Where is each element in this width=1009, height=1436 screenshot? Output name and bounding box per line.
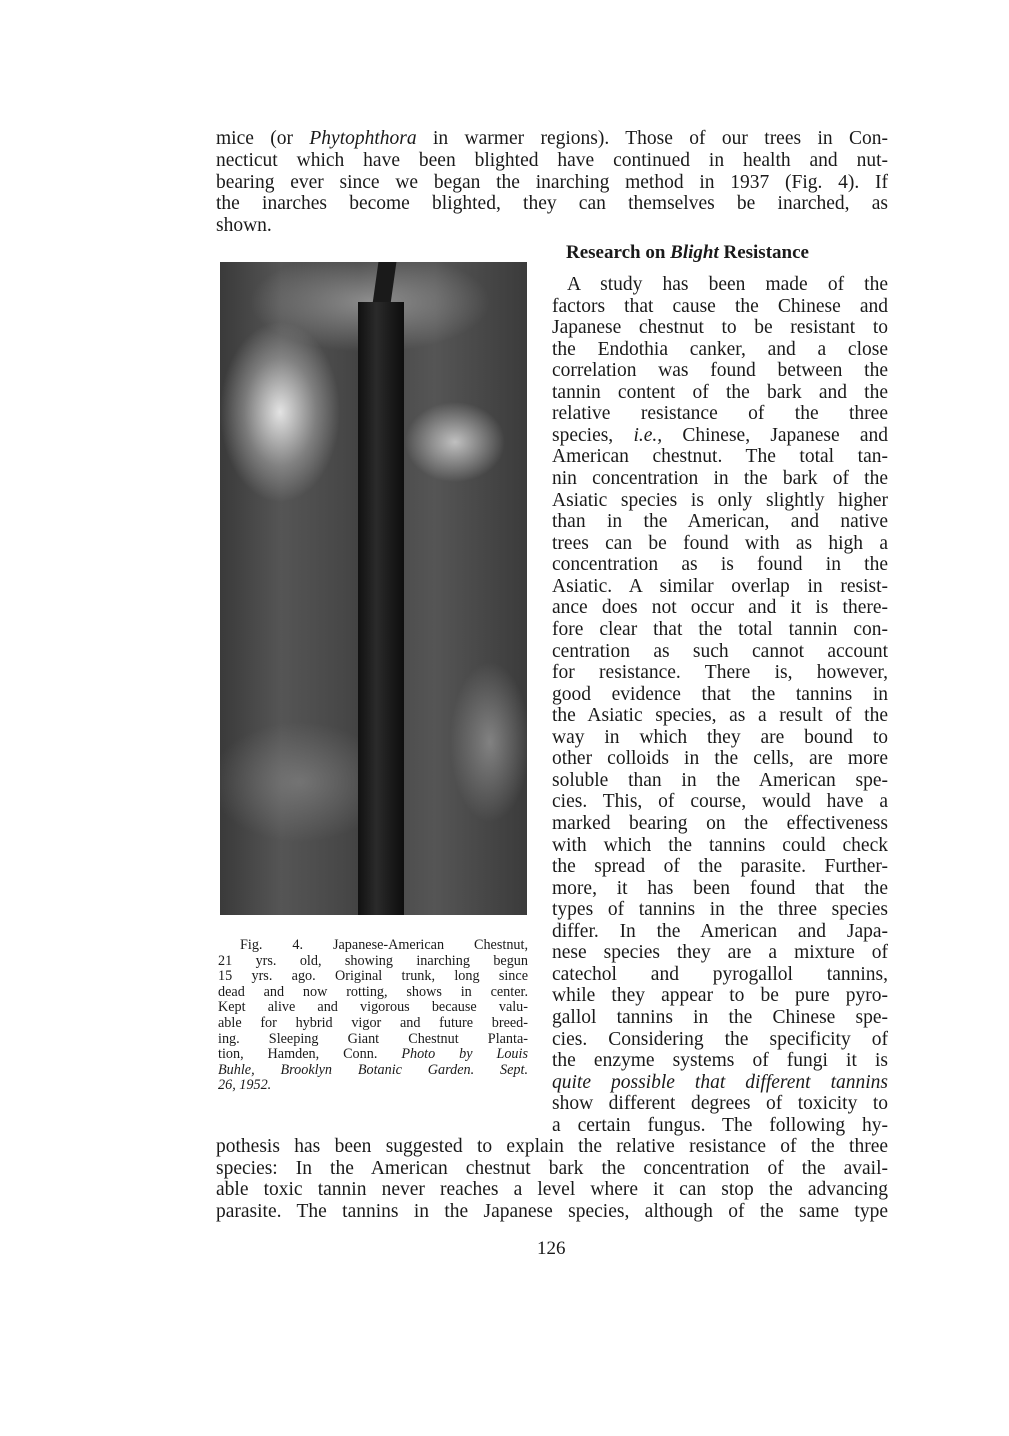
text-segment: i.e., [633,424,663,446]
text-line: soluble than in the American spe- [552,769,888,791]
text-line: good evidence that the tannins in [552,683,888,705]
text-line: fore clear that the total tannin con- [552,618,888,640]
text-segment: Resistance [718,242,809,263]
text-segment: mice (or [216,128,310,149]
text-line: the Endothia canker, and a close [552,338,888,360]
text-line: concentration as is found in the [552,554,888,576]
text-segment: Buhle, Brooklyn Botanic Garden. Sept. [218,1061,528,1078]
text-segment: tion, Hamden, Conn. [218,1046,402,1063]
text-line: types of tannins in the three species [552,899,888,921]
text-line: ing. Sleeping Giant Chestnut Planta- [218,1030,528,1047]
text-line: relative resistance of the three [552,403,888,425]
text-line: gallol tannins in the Chinese spe- [552,1007,888,1029]
text-line: more, it has been found that the [552,877,888,899]
text-line: way in which they are bound to [552,726,888,748]
tree-trunk [358,302,404,915]
text-line [552,425,888,447]
text-line: catechol and pyrogallol tannins, [552,963,888,985]
text-line: centration as such cannot account [552,640,888,662]
text-line: parasite. The tannins in the Japanese species, although of the same type [216,1201,888,1223]
page-number: 126 [537,1238,566,1259]
text-segment: in warmer regions). Those of our trees in Con- [416,128,888,149]
text-line: tannin content of the bark and the [552,381,888,403]
text-line: marked bearing on the effectiveness [552,813,888,834]
text-line: able for hybrid vigor and future breed- [218,1015,528,1031]
text-segment: Blight [670,242,719,263]
text-line: species: In the American chestnut bark the concentration of the avail- [216,1157,888,1179]
text-line: while they appear to be pure pyro- [552,985,888,1007]
text-line: the inarches become blighted, they can themselves be inarched, as [216,193,888,215]
text-segment: Phytophthora [309,128,417,149]
text-line: with which the tannins could check [552,834,888,856]
text-line: factors that cause the Chinese and [552,295,888,317]
section-heading [566,242,809,264]
text-line: A study has been made of the [567,274,888,295]
text-line: Asiatic. A similar overlap in resist- [552,575,888,597]
text-line: the spread of the parasite. Further- [552,856,888,878]
text-line: Asiatic species is only slightly higher [552,489,888,511]
text-line: the enzyme systems of fungi it is [552,1050,888,1072]
text-line: the Asiatic species, as a result of the [552,705,888,727]
text-line: differ. In the American and Japa- [552,920,888,942]
text-line: cies. This, of course, would have a [552,791,888,813]
text-line: pothesis has been suggested to explain the relative resistance of the three [216,1136,888,1157]
text-line: American chestnut. The total tan- [552,446,888,468]
text-line [218,1047,528,1063]
text-segment: Research on [566,242,671,263]
text-line: ance does not occur and it is there- [552,597,888,619]
chestnut-tree-photo [220,262,527,915]
text-line: cies. Considering the specificity of [552,1028,888,1050]
text-line: able toxic tannin never reaches a level where it can stop the advancing [216,1179,888,1201]
text-line [216,128,888,150]
text-segment: Photo by Louis [401,1046,528,1063]
text-line: trees can be found with as high a [552,532,888,554]
text-line: necticut which have been blighted have continued in health and nut- [216,149,888,171]
text-line [218,1078,528,1094]
text-line: show different degrees of toxicity to [552,1093,888,1115]
text-line [218,1063,528,1079]
text-line: 15 yrs. ago. Original trunk, long since [218,968,528,985]
text-line: a certain fungus. The following hy- [552,1114,888,1136]
text-line: Japanese chestnut to be resistant to [552,317,888,339]
text-line: 21 yrs. old, showing inarching begun [218,952,528,969]
text-line: other colloids in the cells, are more [552,748,888,770]
text-segment: species, [552,424,634,446]
text-line [552,1072,888,1094]
text-segment: 26, 1952. [218,1077,272,1094]
text-line: for resistance. There is, however, [552,662,888,684]
text-line: shown. [216,215,272,237]
text-line: correlation was found between the [552,360,888,382]
text-segment: quite possible that different tannins [552,1071,888,1093]
text-line: nin concentration in the bark of the [552,468,888,490]
text-line: bearing ever since we began the inarching method in 1937 (Fig. 4). If [216,171,888,193]
text-line: Fig. 4. Japanese-American Chestnut, [240,937,528,953]
text-line: than in the American, and native [552,511,888,533]
text-line: nese species they are a mixture of [552,942,888,964]
text-line: Kept alive and vigorous because valu- [218,999,528,1016]
text-line: dead and now rotting, shows in center. [218,983,528,1000]
text-segment: Chinese, Japanese and [662,424,889,446]
